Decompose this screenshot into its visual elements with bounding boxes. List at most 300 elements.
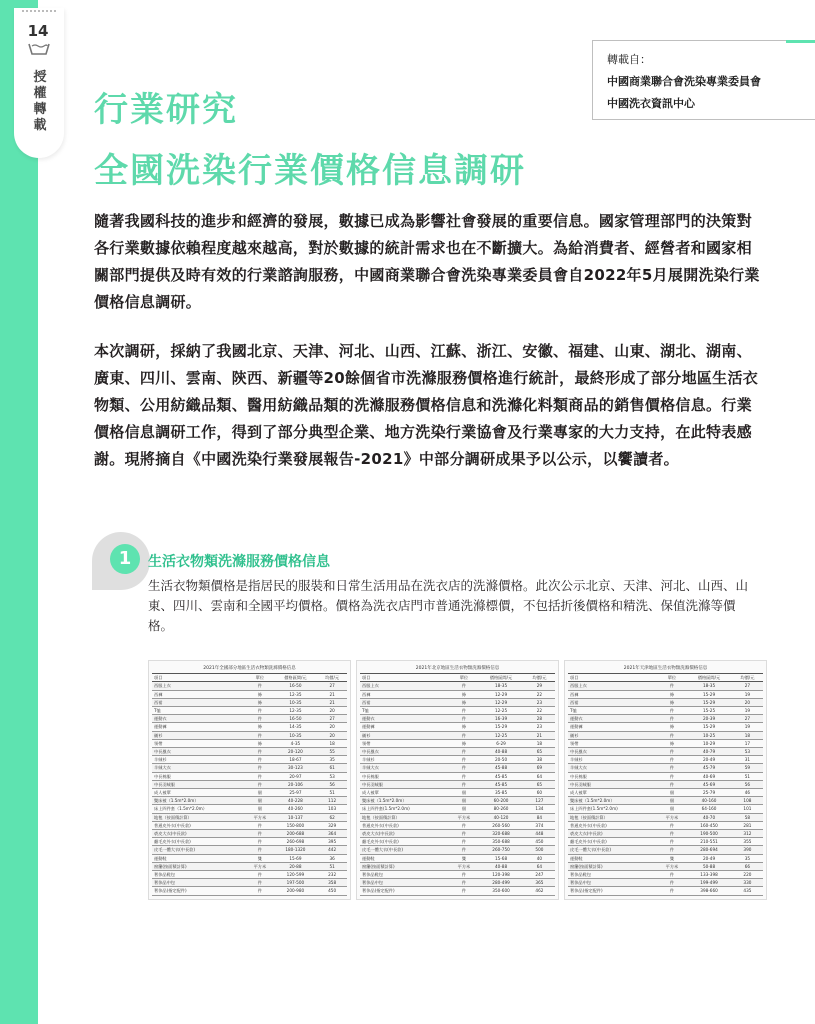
table-cell: 40-79 bbox=[686, 748, 732, 756]
table-row bbox=[360, 862, 555, 870]
table-cell: 西褲 bbox=[360, 690, 450, 698]
table-cell: 平方米 bbox=[246, 862, 273, 870]
table-cell: 羊絨大衣 bbox=[568, 764, 658, 772]
table-cell: 雙床被（1.5m*2.0m） bbox=[152, 797, 246, 805]
table-cell: 件 bbox=[450, 764, 479, 772]
table-cell: 180-1320 bbox=[274, 846, 318, 854]
table-header-row bbox=[360, 674, 555, 682]
column-header: 單位 bbox=[246, 674, 273, 682]
table-cell: 448 bbox=[524, 830, 555, 838]
table-cell: 西裙 bbox=[152, 698, 246, 706]
table-cell: 20-88 bbox=[274, 862, 318, 870]
table-cell: 領帶 bbox=[152, 739, 246, 747]
table-cell: 64 bbox=[524, 772, 555, 780]
table-cell: 條 bbox=[450, 690, 479, 698]
table-caption: 2021年全國部分地區生活衣物類洗滌價格信息 bbox=[203, 666, 296, 671]
table-cell: 運動褲 bbox=[152, 723, 246, 731]
table-cell: 條 bbox=[450, 739, 479, 747]
column-header: 項目 bbox=[152, 674, 246, 682]
table-header-row bbox=[152, 674, 347, 682]
table-cell: 個 bbox=[450, 805, 479, 813]
table-row bbox=[568, 739, 763, 747]
table-row bbox=[568, 756, 763, 764]
table-cell: 40-120 bbox=[478, 813, 524, 821]
table-cell: 件 bbox=[246, 838, 273, 846]
table-row bbox=[568, 715, 763, 723]
table-row bbox=[568, 797, 763, 805]
table-cell: 36 bbox=[317, 854, 347, 862]
table-cell: 10-35 bbox=[274, 731, 318, 739]
table-cell: 件 bbox=[450, 731, 479, 739]
table-cell: 19 bbox=[732, 707, 763, 715]
table-cell: 運動鞋 bbox=[568, 854, 658, 862]
table-cell: 領帶 bbox=[568, 739, 658, 747]
table-cell: 奢侈品(指定配件) bbox=[152, 887, 246, 895]
table-cell: 西服上衣 bbox=[568, 682, 658, 690]
table-cell: 45-69 bbox=[686, 780, 732, 788]
table-cell: 件 bbox=[658, 715, 687, 723]
table-cell: 450 bbox=[524, 838, 555, 846]
table-row bbox=[568, 805, 763, 813]
table-cell: 翻毛皮外衣(中長款) bbox=[360, 838, 450, 846]
table-cell: 個 bbox=[658, 789, 687, 797]
table-cell: 65 bbox=[524, 748, 555, 756]
table-cell: 個 bbox=[658, 797, 687, 805]
table-cell: 12-29 bbox=[478, 690, 524, 698]
section-char: 轉 bbox=[33, 102, 47, 117]
table-cell: 地毯（按面積計算） bbox=[360, 813, 450, 821]
table-cell: 12-25 bbox=[478, 707, 524, 715]
table-cell: 件 bbox=[658, 780, 687, 788]
table-cell: 件 bbox=[450, 715, 479, 723]
table-cell: 奢侈品中包 bbox=[152, 879, 246, 887]
table-cell: 成人被單 bbox=[152, 789, 246, 797]
table-cell: 襯衫 bbox=[568, 731, 658, 739]
table-row bbox=[152, 887, 347, 895]
table-cell: 個 bbox=[450, 789, 479, 797]
table-cell: 中長羽絨服 bbox=[568, 780, 658, 788]
table-row bbox=[360, 690, 555, 698]
table-row bbox=[360, 830, 555, 838]
table-row bbox=[152, 789, 347, 797]
table-cell: 件 bbox=[246, 707, 273, 715]
source-accent bbox=[786, 40, 815, 43]
table-row bbox=[568, 780, 763, 788]
table-row bbox=[152, 748, 347, 756]
table-cell: 15-29 bbox=[686, 698, 732, 706]
table-row bbox=[568, 748, 763, 756]
table-cell: 件 bbox=[450, 821, 479, 829]
table-cell: 25-79 bbox=[686, 789, 732, 797]
table-cell: 普通皮外衣(中長款) bbox=[360, 821, 450, 829]
table-cell: 20-120 bbox=[274, 748, 318, 756]
table-cell: 50-88 bbox=[686, 862, 732, 870]
table-cell: 55 bbox=[317, 748, 347, 756]
table-cell: 運動衣 bbox=[152, 715, 246, 723]
table-cell: 件 bbox=[450, 682, 479, 690]
table-row bbox=[152, 830, 347, 838]
table-cell: 中長風衣 bbox=[568, 748, 658, 756]
table-row bbox=[360, 871, 555, 879]
table-cell: 20 bbox=[317, 731, 347, 739]
table-cell: 地毯（按面積計算） bbox=[568, 813, 658, 821]
table-row bbox=[360, 772, 555, 780]
price-table-tianjin bbox=[564, 660, 767, 900]
table-row bbox=[152, 707, 347, 715]
column-header: 單位 bbox=[450, 674, 479, 682]
table-cell: 35 bbox=[317, 756, 347, 764]
table-cell: 38 bbox=[524, 756, 555, 764]
table-row bbox=[360, 715, 555, 723]
table-cell: 西服上衣 bbox=[152, 682, 246, 690]
table-cell: 件 bbox=[246, 715, 273, 723]
table-cell: 件 bbox=[450, 838, 479, 846]
table-row bbox=[360, 879, 555, 887]
table-cell: 件 bbox=[658, 821, 687, 829]
table-row bbox=[568, 830, 763, 838]
table-cell: 雙 bbox=[450, 854, 479, 862]
table-cell: 條 bbox=[246, 723, 273, 731]
table-cell: 條 bbox=[658, 698, 687, 706]
table-cell: 10-25 bbox=[686, 731, 732, 739]
table-cell: 112 bbox=[317, 797, 347, 805]
table-cell: 件 bbox=[658, 748, 687, 756]
table-cell: 80-260 bbox=[478, 805, 524, 813]
table-cell: 襯衫 bbox=[152, 731, 246, 739]
table-cell: 奢侈品中包 bbox=[360, 879, 450, 887]
table-cell: 西褲 bbox=[152, 690, 246, 698]
table-row bbox=[360, 731, 555, 739]
table-cell: 15-29 bbox=[686, 690, 732, 698]
table-cell: 10-29 bbox=[686, 739, 732, 747]
section-char: 權 bbox=[33, 86, 47, 101]
table-cell: 條 bbox=[246, 739, 273, 747]
table-row bbox=[152, 698, 347, 706]
table-cell: 條 bbox=[246, 690, 273, 698]
table-row bbox=[152, 690, 347, 698]
table-row bbox=[360, 887, 555, 895]
table-cell: 18-67 bbox=[274, 756, 318, 764]
table-cell: 355 bbox=[732, 838, 763, 846]
table-row bbox=[360, 748, 555, 756]
table-cell: 10-137 bbox=[274, 813, 318, 821]
table-cell: 281 bbox=[732, 821, 763, 829]
table-cell: 奢侈品中包 bbox=[568, 879, 658, 887]
table-row bbox=[360, 698, 555, 706]
table-cell: 19 bbox=[732, 690, 763, 698]
table-cell: 220 bbox=[732, 871, 763, 879]
table-cell: 條 bbox=[450, 698, 479, 706]
table-caption: 2021年北京地區生活衣物類洗滌價格信息 bbox=[415, 666, 500, 671]
table-cell: 平方米 bbox=[658, 813, 687, 821]
table-cell: 18-35 bbox=[686, 682, 732, 690]
table-cell: 260-560 bbox=[478, 821, 524, 829]
table-cell: 條 bbox=[246, 698, 273, 706]
table-cell: T恤 bbox=[360, 707, 450, 715]
table-row bbox=[360, 838, 555, 846]
table-cell: 16-50 bbox=[274, 715, 318, 723]
table-cell: 150-800 bbox=[274, 821, 318, 829]
table-cell: 450 bbox=[317, 887, 347, 895]
table-cell: T恤 bbox=[152, 707, 246, 715]
column-header: 均價/元 bbox=[732, 674, 763, 682]
table-row bbox=[360, 707, 555, 715]
table-cell: 運動褲 bbox=[568, 723, 658, 731]
table-cell: 裘皮大衣(中長款) bbox=[152, 830, 246, 838]
table-row bbox=[360, 682, 555, 690]
table-cell: 個 bbox=[246, 789, 273, 797]
table-cell: 件 bbox=[246, 821, 273, 829]
table-row bbox=[360, 797, 555, 805]
table-cell: 127 bbox=[524, 797, 555, 805]
table-cell: 51 bbox=[317, 789, 347, 797]
table-cell: 40-69 bbox=[686, 772, 732, 780]
wash-tub-icon bbox=[28, 42, 50, 56]
table-cell: 134 bbox=[524, 805, 555, 813]
table-cell: 21 bbox=[317, 698, 347, 706]
table-cell: 運動鞋 bbox=[152, 854, 246, 862]
intro-paragraph-1: 隨著我國科技的進步和經濟的發展，數據已成為影響社會發展的重要信息。國家管理部門的決策對各行業數據依賴程度越來越高，對於數據的統計需求也在不斷擴大。為給消費者、經營者和國家相關部門提供及時有效的行業諮詢服務，中國商業聯合會洗染專業委員會自2022年5月展開洗染行業價格信息調研。 bbox=[94, 212, 760, 311]
table-cell: 56 bbox=[732, 780, 763, 788]
table-cell: 皮毛一體大衣(中長款) bbox=[568, 846, 658, 854]
table-cell: 40-228 bbox=[274, 797, 318, 805]
table-cell: 地毯（按面積計算） bbox=[152, 813, 246, 821]
table-cell: 奢侈品鞋包 bbox=[152, 871, 246, 879]
table-cell: 15-68 bbox=[478, 854, 524, 862]
source-org-1: 中國商業聯合會洗染專業委員會 bbox=[607, 75, 761, 88]
table-cell: 運動鞋 bbox=[360, 854, 450, 862]
table-cell: 翻毛皮外衣(中長款) bbox=[152, 838, 246, 846]
table-cell: 15-29 bbox=[478, 723, 524, 731]
table-cell: 件 bbox=[450, 748, 479, 756]
table-cell: 27 bbox=[732, 715, 763, 723]
table-cell: 12-25 bbox=[478, 731, 524, 739]
table-row bbox=[152, 723, 347, 731]
table-cell: 15-69 bbox=[274, 854, 318, 862]
section-title: 生活衣物類洗滌服務價格信息 bbox=[148, 554, 330, 570]
table-cell: 84 bbox=[524, 813, 555, 821]
table-cell: 51 bbox=[317, 862, 347, 870]
table-row bbox=[568, 764, 763, 772]
article-title: 全國洗染行業價格信息調研 bbox=[94, 151, 526, 191]
table-row bbox=[568, 731, 763, 739]
table-cell: 350-600 bbox=[478, 887, 524, 895]
table-cell: 件 bbox=[658, 830, 687, 838]
table-row bbox=[568, 698, 763, 706]
table-cell: 件 bbox=[246, 879, 273, 887]
table-cell: 件 bbox=[450, 871, 479, 879]
table-cell: 12-35 bbox=[274, 690, 318, 698]
table-cell: 平方米 bbox=[450, 862, 479, 870]
column-header: 項目 bbox=[360, 674, 450, 682]
table-cell: 平方米 bbox=[658, 862, 687, 870]
table-cell: 16-50 bbox=[274, 682, 318, 690]
table-row bbox=[360, 723, 555, 731]
table-cell: 320-688 bbox=[478, 830, 524, 838]
table-row bbox=[152, 805, 347, 813]
table-cell: 101 bbox=[732, 805, 763, 813]
category-title: 行業研究 bbox=[94, 90, 238, 130]
table-cell: 件 bbox=[450, 830, 479, 838]
table-row bbox=[360, 756, 555, 764]
table-row bbox=[568, 723, 763, 731]
table-cell: 40-70 bbox=[686, 813, 732, 821]
table-cell: 個 bbox=[658, 805, 687, 813]
table-cell: 53 bbox=[732, 748, 763, 756]
table-cell: 500 bbox=[524, 846, 555, 854]
table-cell: 22 bbox=[524, 707, 555, 715]
table-row bbox=[152, 879, 347, 887]
table-cell: 462 bbox=[524, 887, 555, 895]
table-cell: 雙床被（1.5m*2.0m） bbox=[360, 797, 450, 805]
table-cell: 裘皮大衣(中長款) bbox=[568, 830, 658, 838]
table-row bbox=[568, 690, 763, 698]
table-cell: 件 bbox=[246, 748, 273, 756]
table-cell: 18-35 bbox=[478, 682, 524, 690]
table-row bbox=[568, 862, 763, 870]
table-row bbox=[360, 805, 555, 813]
table-cell: 330 bbox=[732, 879, 763, 887]
intro-paragraph-2: 本次調研，採納了我國北京、天津、河北、山西、江蘇、浙江、安徽、福建、山東、湖北、湖南、廣東、四川、雲南、陝西、新疆等20餘個省市洗滌服務價格進行統計，最終形成了部分地區生活衣物類、公用紡織品類、醫用紡織品類的洗滌服務價格信息和洗滌化料類商品的銷售價格信息。行業價格信息調研工作，得到了部分典型企業、地方洗染行業協會及行業專家的大力支持，在此特表感謝。現將摘自《中國洗染行業發展報告-2021》中部分調研成果予以公示，以饗讀者。 bbox=[94, 342, 759, 468]
table-cell: 398-660 bbox=[686, 887, 732, 895]
table-cell: 247 bbox=[524, 871, 555, 879]
table-cell: 64 bbox=[524, 862, 555, 870]
section-number: 1 bbox=[110, 544, 140, 574]
table-cell: 40-260 bbox=[274, 805, 318, 813]
table-cell: 108 bbox=[732, 797, 763, 805]
table-row bbox=[568, 789, 763, 797]
table-row bbox=[568, 871, 763, 879]
table-cell: 20-97 bbox=[274, 772, 318, 780]
table-row bbox=[152, 797, 347, 805]
table-cell: 奢侈品鞋包 bbox=[568, 871, 658, 879]
table-cell: 16-39 bbox=[478, 715, 524, 723]
table-cell: 364 bbox=[317, 830, 347, 838]
table-cell: 56 bbox=[317, 780, 347, 788]
tab-dots-divider bbox=[22, 10, 56, 12]
table-cell: 普通皮外衣(中長款) bbox=[152, 821, 246, 829]
table-cell: 390 bbox=[732, 846, 763, 854]
table-row bbox=[152, 715, 347, 723]
table-cell: 件 bbox=[450, 756, 479, 764]
table-row bbox=[568, 821, 763, 829]
column-header: 均價/元 bbox=[317, 674, 347, 682]
table-cell: 運動衣 bbox=[568, 715, 658, 723]
column-header: 項目 bbox=[568, 674, 658, 682]
table-cell: 17 bbox=[732, 739, 763, 747]
table-cell: 6-29 bbox=[478, 739, 524, 747]
table-cell: 60-200 bbox=[478, 797, 524, 805]
table-row bbox=[152, 846, 347, 854]
table-cell: 雙床被（1.5m*2.0m） bbox=[568, 797, 658, 805]
table-cell: 件 bbox=[658, 871, 687, 879]
table-cell: 成人被單 bbox=[360, 789, 450, 797]
table-cell: 29 bbox=[524, 682, 555, 690]
table-row bbox=[152, 821, 347, 829]
table-cell: 領帶 bbox=[360, 739, 450, 747]
table-cell: 25-97 bbox=[274, 789, 318, 797]
table-cell: 30-123 bbox=[274, 764, 318, 772]
table-cell: 59 bbox=[732, 764, 763, 772]
table-row bbox=[152, 838, 347, 846]
column-header: 單位 bbox=[658, 674, 687, 682]
table-cell: 件 bbox=[450, 887, 479, 895]
table-caption: 2021年天津地區生活衣物類洗滌價格信息 bbox=[623, 666, 708, 671]
table-cell: 20-49 bbox=[686, 854, 732, 862]
table-cell: 365 bbox=[524, 879, 555, 887]
table-cell: 普通皮外衣(中長款) bbox=[568, 821, 658, 829]
table-cell: 197-500 bbox=[274, 879, 318, 887]
table-cell: 20-49 bbox=[686, 756, 732, 764]
table-cell: 53 bbox=[317, 772, 347, 780]
table-cell: 350-688 bbox=[478, 838, 524, 846]
table-cell: T恤 bbox=[568, 707, 658, 715]
table-cell: 23 bbox=[524, 698, 555, 706]
table-cell: 件 bbox=[450, 846, 479, 854]
table-cell: 件 bbox=[658, 707, 687, 715]
table-cell: 27 bbox=[317, 682, 347, 690]
column-header: 價格區間/元 bbox=[686, 674, 732, 682]
table-cell: 260-750 bbox=[478, 846, 524, 854]
table-cell: 件 bbox=[246, 772, 273, 780]
table-cell: 件 bbox=[246, 731, 273, 739]
table-cell: 翻毛皮外衣(中長款) bbox=[568, 838, 658, 846]
table-row bbox=[152, 813, 347, 821]
table-cell: 平方米 bbox=[246, 813, 273, 821]
table-cell: 件 bbox=[658, 846, 687, 854]
column-header: 價格區間/元 bbox=[478, 674, 524, 682]
table-cell: 件 bbox=[246, 887, 273, 895]
table-row bbox=[152, 764, 347, 772]
table-cell: 14-35 bbox=[274, 723, 318, 731]
table-cell: 40-88 bbox=[478, 748, 524, 756]
table-cell: 20 bbox=[317, 723, 347, 731]
table-cell: 27 bbox=[317, 715, 347, 723]
table-cell: 羊絨大衣 bbox=[152, 764, 246, 772]
price-table-beijing bbox=[356, 660, 559, 900]
table-cell: 20-39 bbox=[686, 715, 732, 723]
table-cell: 西褲 bbox=[568, 690, 658, 698]
table-row bbox=[568, 707, 763, 715]
table-row bbox=[360, 854, 555, 862]
table-cell: 22 bbox=[524, 690, 555, 698]
table-cell: 280-694 bbox=[686, 846, 732, 854]
table-cell: 條 bbox=[658, 690, 687, 698]
table-row bbox=[152, 772, 347, 780]
table-cell: 232 bbox=[317, 871, 347, 879]
table-cell: 件 bbox=[450, 707, 479, 715]
section-label-vertical bbox=[31, 70, 49, 134]
page-number: 14 bbox=[27, 22, 49, 40]
table-cell: 31 bbox=[732, 756, 763, 764]
table-cell: 床上四件套（1.5m*2.0m） bbox=[152, 805, 246, 813]
column-header: 均價/元 bbox=[524, 674, 555, 682]
table-cell: 45-85 bbox=[478, 772, 524, 780]
table-row bbox=[568, 813, 763, 821]
table-cell: 40 bbox=[524, 854, 555, 862]
table-cell: 件 bbox=[658, 764, 687, 772]
table-cell: 件 bbox=[450, 780, 479, 788]
table-cell: 200-688 bbox=[274, 830, 318, 838]
table-row bbox=[152, 854, 347, 862]
table-cell: 件 bbox=[246, 764, 273, 772]
table-cell: 199-499 bbox=[686, 879, 732, 887]
table-cell: 64-160 bbox=[686, 805, 732, 813]
table-row bbox=[360, 846, 555, 854]
table-row bbox=[568, 854, 763, 862]
table-row bbox=[152, 682, 347, 690]
table-cell: 260-698 bbox=[274, 838, 318, 846]
